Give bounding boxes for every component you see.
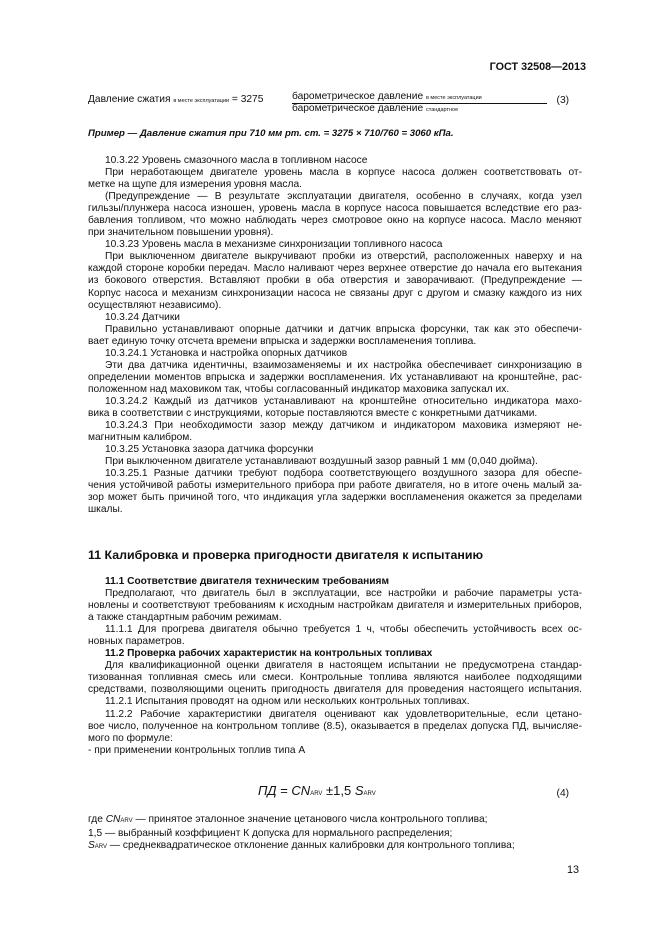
example-note: Пример — Давление сжатия при 710 мм рт. ст. = 3275 × 710/760 = 3060 кПа. — [88, 128, 454, 139]
text-line: вает единую точку отсчета времени впрыска и задержки воспламенения топлива. — [88, 335, 477, 347]
text-line: положенном над маховиком так, чтобы согласованный индикатор маховика запускал их. — [88, 383, 510, 395]
text-line: 10.3.25 Установка зазора датчика форсунки — [105, 444, 314, 456]
text-line: 10.3.23 Уровень масла в механизме синхронизации топливного насоса — [105, 239, 443, 251]
text-line: При выключенном двигателе выкручивают пробки из отверстий, расположенных наверху и на — [105, 251, 582, 263]
text-line: 11.1 Соответствие двигателя техническим требованиям — [105, 576, 390, 587]
numerator-text: барометрическое давление — [292, 91, 424, 102]
text-line: 11.2 Проверка рабочих характеристик на контрольных топливах — [105, 648, 433, 660]
text-line: 10.3.24 Датчики — [105, 311, 180, 323]
formula-4-legend — [88, 814, 515, 854]
legend-symbol: S — [88, 840, 95, 852]
page-number: 13 — [566, 864, 579, 876]
text-line: зор может быть причиной того, что индикация угла задержки воспламенения окажется за пределами — [88, 492, 582, 504]
text-line: вое число, полученное на контрольном топливе (8.5), оказывается в пределах допуска ПД, вычисляе- — [88, 720, 582, 732]
formula-3-fraction — [292, 91, 482, 114]
text-line: При неработающем двигателе уровень масла в корпусе насоса должен соответствовать от- — [105, 167, 582, 179]
section-10-text — [88, 155, 582, 516]
text-line: 11.2.2 Рабочие характеристики двигателя оценивают как удовлетворительные, если цетано- — [105, 708, 582, 720]
formula-3-label-sub: в месте эксплуатации — [173, 98, 230, 104]
legend-row — [88, 840, 515, 854]
legend-row — [88, 814, 515, 828]
text-line: 10.3.24.1 Установка и настройка опорных датчиков — [105, 347, 348, 359]
text-line: 11.1.1 Для прогрева двигателя обычно требуется 1 ч, чтобы обеспечить устойчивость всех ос- — [105, 624, 582, 636]
legend-text: — принятое эталонное значение цетанового числа контрольного топлива; — [132, 814, 488, 825]
text-line: при значительном повышении уровня). — [88, 227, 274, 239]
denominator-sub: стандартное — [425, 107, 459, 113]
text-line: Предполагают, что двигатель был в эксплуатации, все настройки и рабочие параметры уста- — [105, 588, 582, 600]
formula-3-label: Давление сжатия — [88, 94, 171, 105]
formula-3-denominator — [292, 103, 458, 114]
text-line: магнитным калибром. — [88, 432, 193, 444]
formula-4-s: S — [354, 783, 364, 798]
text-line: бавления топливом, что можно наблюдать через смотровое окно на корпусе насоса. Масло меняют — [88, 215, 582, 227]
formula-3-numerator — [292, 91, 482, 102]
text-line: а также стандартным рабочим режимам. — [88, 612, 282, 624]
numerator-sub: в месте эксплуатации — [425, 95, 482, 101]
text-line: 10.3.22 Уровень смазочного масла в топливном насосе — [105, 155, 368, 166]
text-line: Эти два датчика идентичны, взаимозаменяемы и их настройка обеспечивает синхронизацию в — [105, 359, 582, 371]
text-line: новлены и соответствуют требованиям к исходным настройкам двигателя и измерительных приборов, — [88, 600, 582, 612]
text-line: Для квалификационной оценки двигателя в настоящем испытании не предусмотрена стандар- — [105, 660, 582, 672]
legend-prefix: где — [88, 814, 106, 825]
text-line: 10.3.24.2 Каждый из датчиков устанавливают на кронштейне относительно индикатора махо- — [105, 395, 582, 407]
text-line: гильзы/плунжера насоса изношен, уровень масла в корпусе насоса повышается вследствие его раз- — [88, 203, 582, 215]
text-line: средствами, позволяющими оценить пригодность двигателя для проведения настоящего испытания. — [88, 684, 582, 696]
text-line: Правильно устанавливают опорные датчики и датчик впрыска форсунки, так как это обеспечи- — [105, 323, 582, 335]
formula-4-cn: CN — [291, 783, 311, 798]
formula-3-const: = 3275 — [229, 94, 264, 105]
standard-header: ГОСТ 32508—2013 — [489, 61, 586, 73]
legend-symbol: CN — [105, 814, 121, 825]
formula-4-sub2: ARV — [363, 791, 376, 797]
text-line: из бокового отверстия. Вставляют пробки в оба отверстия и заворачивают. (Предупреждение — — [88, 275, 582, 287]
text-line: определении моментов впрыска и задержки воспламенения. Их устанавливают на кронштейне, рас- — [88, 371, 582, 383]
text-line: 10.3.24.3 При необходимости зазор между датчиком и индикатором маховика измеряют не- — [105, 420, 582, 432]
text-line: метке на щупе для измерения уровня масла. — [88, 179, 302, 191]
denominator-text: барометрическое давление — [292, 103, 424, 114]
text-line: 11.2.1 Испытания проводят на одном или нескольких контрольных топливах. — [105, 696, 470, 708]
text-line: осуществляют независимо). — [88, 299, 222, 311]
text-line: вика в соответствии с инструкциями, которые поставляются вместе с конкретными датчиками. — [88, 407, 538, 419]
formula-4-eq: = — [276, 783, 292, 798]
text-line: чения устойчивой работы измерительного прибора при работе двигателя, но в итоге очень малый за- — [88, 480, 582, 492]
formula-4-lhs: ПД — [258, 783, 277, 798]
legend-text: — среднеквадратическое отклонение данных калибровки для контрольного топлива; — [107, 840, 515, 852]
section-11-text — [88, 576, 582, 757]
text-line: тизованная топливная смесь или смеси. Контрольные топлива являются наиболее подходящими — [88, 672, 582, 684]
text-line: мого по формуле: — [88, 732, 173, 744]
text-line: - при применении контрольных топлив типа А — [88, 744, 306, 756]
formula-4-number: (4) — [556, 788, 569, 799]
legend-symbol-sub: ARV — [120, 818, 133, 824]
text-line: 10.3.25.1 Разные датчики требуют подбора соответствующего воздушного зазора для обеспе- — [105, 468, 582, 480]
formula-4 — [258, 783, 376, 798]
text-line: новных параметров. — [88, 636, 185, 648]
text-line: При выключенном двигателе устанавливают воздушный зазор равный 1 мм (0,040 дюйма). — [105, 456, 538, 468]
formula-4-sub1: ARV — [310, 791, 323, 797]
text-line: (Предупреждение — В результате эксплуатации двигателя, особенно в случаях, когда узел — [105, 191, 582, 203]
legend-row — [88, 828, 515, 841]
section-11-title: 11 Калибровка и проверка пригодности двигателя к испытанию — [88, 548, 484, 562]
legend-symbol-sub: ARV — [94, 844, 108, 851]
legend-text: 1,5 — выбранный коэффициент К допуска для нормального распределения; — [88, 827, 453, 839]
text-line: Корпус насоса и механизм синхронизации насоса не связаны друг с другом и смазку каждого из них — [88, 287, 582, 299]
text-line: шкалы. — [88, 504, 123, 516]
text-line: каждой стороне коробки передач. Масло наливают через верхнее отверстие до начала его вытекания — [88, 263, 582, 275]
formula-3-number: (3) — [556, 95, 569, 106]
formula-4-pm: ±1,5 — [322, 783, 355, 798]
formula-3-lhs — [88, 94, 263, 105]
